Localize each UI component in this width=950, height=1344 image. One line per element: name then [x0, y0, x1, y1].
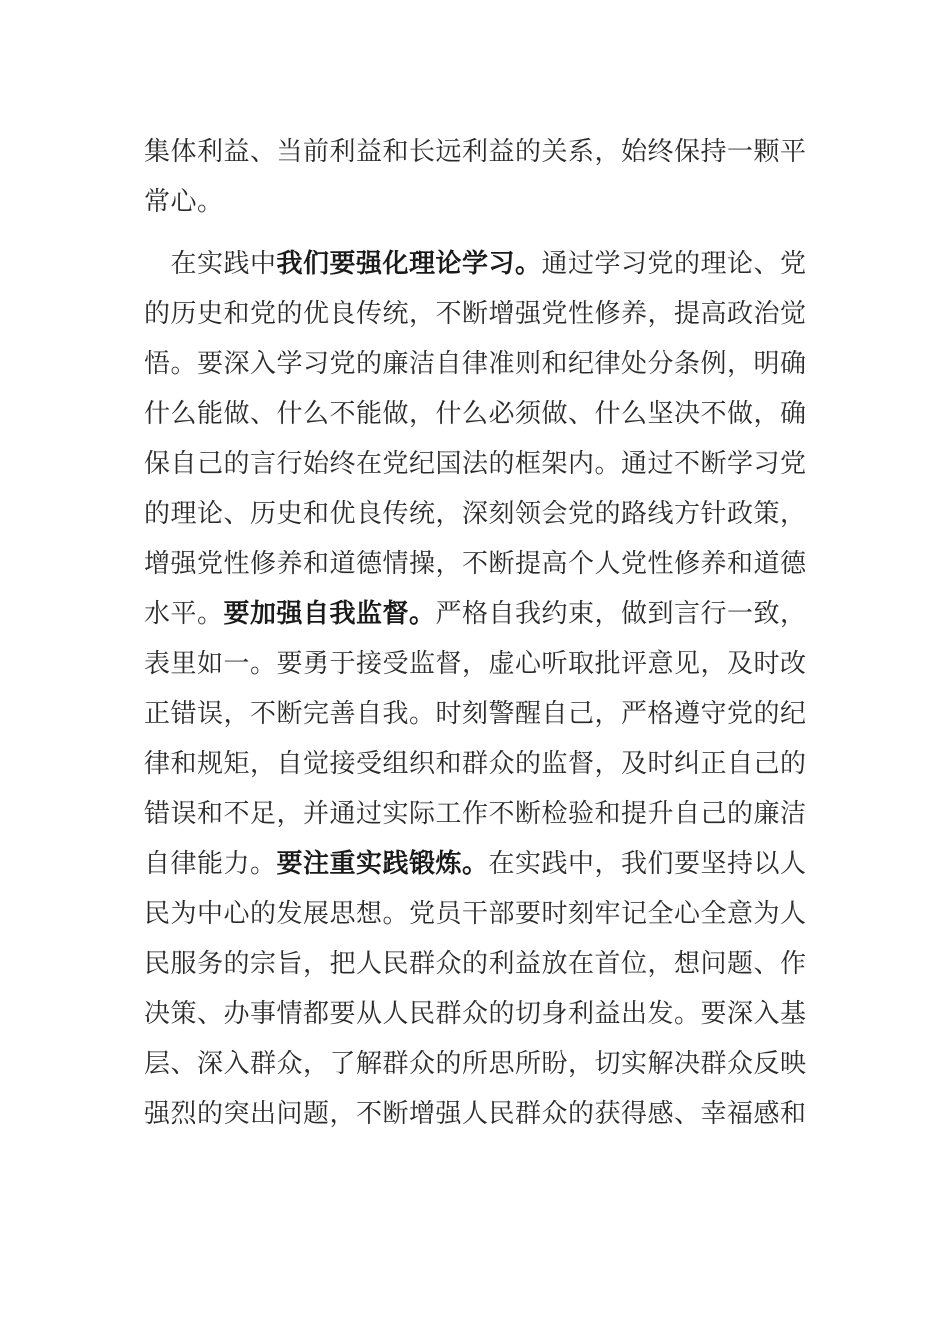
text-line: 的历史和党的优良传统，不断增强党性修养，提高政治觉	[144, 299, 807, 329]
text-run: 在实践中	[170, 249, 277, 279]
text-line: 集体利益、当前利益和长远利益的关系，始终保持一颗平	[144, 137, 807, 167]
text-line: 决策、办事情都要从人民群众的切身利益出发。要深入基	[144, 999, 807, 1029]
text-line: 律和规矩，自觉接受组织和群众的监督，及时纠正自己的	[144, 749, 807, 779]
text-line: 民为中心的发展思想。党员干部要时刻牢记全心全意为人	[144, 899, 807, 929]
text-line	[144, 839, 808, 889]
bold-heading-theory-study: 我们要强化理论学习。	[276, 249, 542, 279]
paragraph-main	[144, 239, 808, 1139]
bold-heading-self-supervision: 要加强自我监督。	[223, 599, 436, 629]
text-line: 强烈的突出问题，不断增强人民群众的获得感、幸福感和	[144, 1099, 807, 1129]
text-run: 通过学习党的理论、党	[541, 249, 807, 279]
text-line: 悟。要深入学习党的廉洁自律准则和纪律处分条例，明确	[144, 349, 807, 379]
text-line: 正错误，不断完善自我。时刻警醒自己，严格遵守党的纪	[144, 699, 807, 729]
text-line: 层、深入群众，了解群众的所思所盼，切实解决群众反映	[144, 1049, 807, 1079]
text-line-first	[144, 239, 808, 289]
text-line: 错误和不足，并通过实际工作不断检验和提升自己的廉洁	[144, 799, 807, 829]
text-run: 严格自我约束，做到言行一致，	[435, 599, 807, 629]
text-line: 常心。	[144, 187, 224, 217]
text-run: 自律能力。	[144, 849, 277, 879]
text-line: 保自己的言行始终在党纪国法的框架内。通过不断学习党	[144, 449, 807, 479]
text-line: 表里如一。要勇于接受监督，虚心听取批评意见，及时改	[144, 649, 807, 679]
text-run: 在实践中，我们要坚持以人	[488, 849, 807, 879]
text-line: 增强党性修养和道德情操，不断提高个人党性修养和道德	[144, 549, 807, 579]
text-run: 水平。	[144, 599, 224, 629]
paragraph-indent	[144, 249, 171, 279]
text-line: 的理论、历史和优良传统，深刻领会党的路线方针政策，	[144, 499, 807, 529]
text-line	[144, 589, 808, 639]
text-line: 民服务的宗旨，把人民群众的利益放在首位，想问题、作	[144, 949, 807, 979]
bold-heading-practice: 要注重实践锻炼。	[276, 849, 489, 879]
text-line: 什么能做、什么不能做，什么必须做、什么坚决不做，确	[144, 399, 807, 429]
paragraph-continuation	[144, 127, 808, 227]
